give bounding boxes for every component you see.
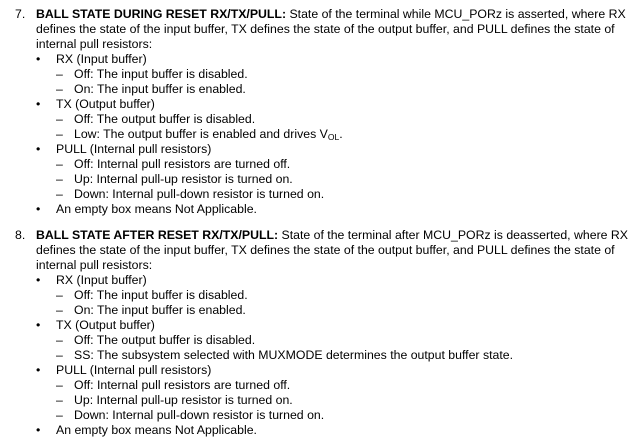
bullet-label: An empty box means Not Applicable. xyxy=(56,423,257,437)
sub-list xyxy=(56,67,636,97)
bullet-label: TX (Output buffer) xyxy=(56,318,155,332)
dash-mark: – xyxy=(56,303,63,317)
bullet-label: RX (Input buffer) xyxy=(56,273,147,287)
sub-item xyxy=(56,157,636,172)
note-heading: BALL STATE AFTER RESET RX/TX/PULL: xyxy=(36,228,279,242)
sub-item-text: Off: The output buffer is disabled. xyxy=(74,112,256,126)
bullet-label: PULL (Internal pull resistors) xyxy=(56,142,212,156)
sub-item xyxy=(56,303,636,318)
dash-mark: – xyxy=(56,288,63,302)
sub-item-text: Down: Internal pull-down resistor is turned on. xyxy=(74,187,325,201)
sub-item-text: Down: Internal pull-down resistor is turned on. xyxy=(74,408,325,422)
dash-mark: – xyxy=(56,82,63,96)
dash-mark: – xyxy=(56,127,63,141)
dash-mark: – xyxy=(56,172,63,186)
sub-list xyxy=(56,333,636,363)
bullet-mark: • xyxy=(36,318,41,332)
bullet-empty-box xyxy=(36,202,636,217)
sub-item-text: Off: The output buffer is disabled. xyxy=(74,333,256,347)
note-description: State of the terminal while MCU_PORz is asserted, where RX defines the state of the input buffer, TX defines the state of the output buffer, and PULL defines the state of internal pull resistors: xyxy=(36,7,626,51)
sub-item xyxy=(56,187,636,202)
sub-item-text: On: The input buffer is enabled. xyxy=(74,82,246,96)
bullet-list xyxy=(0,52,636,217)
bullet-label: RX (Input buffer) xyxy=(56,52,147,66)
sub-item xyxy=(56,348,636,363)
dash-mark: – xyxy=(56,67,63,81)
dash-mark: – xyxy=(56,112,63,126)
dash-mark: – xyxy=(56,333,63,347)
sub-item-text: Up: Internal pull-up resistor is turned on. xyxy=(74,172,293,186)
bullet-tx xyxy=(36,97,636,142)
bullet-mark: • xyxy=(36,142,41,156)
note-item-7 xyxy=(0,7,636,217)
sub-list xyxy=(56,112,636,142)
bullet-label: TX (Output buffer) xyxy=(56,97,155,111)
bullet-mark: • xyxy=(36,423,41,437)
bullet-tx xyxy=(36,318,636,363)
dash-mark: – xyxy=(56,187,63,201)
bullet-pull xyxy=(36,363,636,423)
bullet-mark: • xyxy=(36,273,41,287)
note-paragraph xyxy=(36,7,636,52)
bullet-list xyxy=(0,273,636,438)
note-number: 7. xyxy=(15,7,26,21)
sub-item xyxy=(56,378,636,393)
note-paragraph xyxy=(36,228,636,273)
bullet-rx xyxy=(36,273,636,318)
sub-item-text: Low: The output buffer is enabled and drives V xyxy=(74,127,328,141)
bullet-mark: • xyxy=(36,363,41,377)
sub-list xyxy=(56,157,636,202)
dash-mark: – xyxy=(56,378,63,392)
sub-item-text: Up: Internal pull-up resistor is turned on. xyxy=(74,393,293,407)
sub-item xyxy=(56,82,636,97)
sub-item xyxy=(56,127,636,142)
sub-item-text: SS: The subsystem selected with MUXMODE determines the output buffer state. xyxy=(74,348,514,362)
sub-list xyxy=(56,288,636,318)
bullet-rx xyxy=(36,52,636,97)
dash-mark: – xyxy=(56,348,63,362)
sub-item xyxy=(56,408,636,423)
sub-item xyxy=(56,333,636,348)
bullet-empty-box xyxy=(36,423,636,438)
bullet-label: An empty box means Not Applicable. xyxy=(56,202,257,216)
bullet-pull xyxy=(36,142,636,202)
note-number: 8. xyxy=(15,228,26,242)
sub-item-text: On: The input buffer is enabled. xyxy=(74,303,246,317)
sub-item-text: Off: Internal pull resistors are turned off. xyxy=(74,378,291,392)
sub-item-suffix: . xyxy=(339,127,343,141)
note-description: State of the terminal after MCU_PORz is deasserted, where RX defines the state of the input buffer, TX defines the state of the output buffer, and PULL defines the state of internal pull resistors: xyxy=(36,228,628,272)
dash-mark: – xyxy=(56,393,63,407)
bullet-mark: • xyxy=(36,97,41,111)
sub-item-text: Off: Internal pull resistors are turned off. xyxy=(74,157,291,171)
vol-subscript: OL xyxy=(327,132,340,142)
bullet-mark: • xyxy=(36,202,41,216)
bullet-label: PULL (Internal pull resistors) xyxy=(56,363,212,377)
dash-mark: – xyxy=(56,408,63,422)
sub-item xyxy=(56,288,636,303)
sub-item xyxy=(56,172,636,187)
note-item-8 xyxy=(0,228,636,438)
sub-item xyxy=(56,112,636,127)
sub-list xyxy=(56,378,636,423)
dash-mark: – xyxy=(56,157,63,171)
sub-item xyxy=(56,67,636,82)
sub-item xyxy=(56,393,636,408)
sub-item-text: Off: The input buffer is disabled. xyxy=(74,67,248,81)
bullet-mark: • xyxy=(36,52,41,66)
sub-item-text: Off: The input buffer is disabled. xyxy=(74,288,248,302)
note-heading: BALL STATE DURING RESET RX/TX/PULL: xyxy=(36,7,287,21)
